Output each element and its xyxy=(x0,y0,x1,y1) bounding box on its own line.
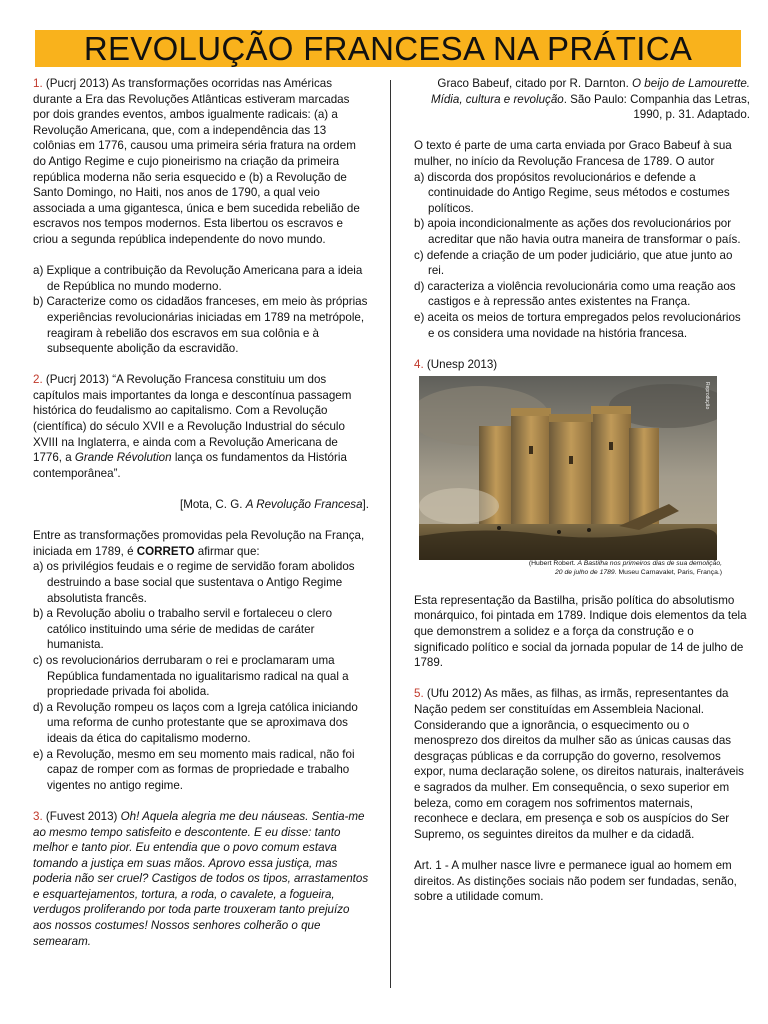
q2-stem-after: afirmar que: xyxy=(194,544,260,558)
q2-source-before: [Mota, C. G. xyxy=(179,498,246,512)
image-watermark: Reprodução xyxy=(704,382,710,410)
title-banner xyxy=(35,30,741,67)
q2-stem-before: Entre as transformações promovidas pela Revolução na França, iniciada em 1789, é xyxy=(33,529,365,558)
q1-text xyxy=(33,76,369,248)
q3-text xyxy=(33,809,369,949)
caption-line2-plain: . Museu Carnavalet, Paris, França.) xyxy=(614,568,722,576)
q2-body-after: lança os fundamentos da História contemporânea”. xyxy=(33,451,347,480)
q3-item-d: d) caracteriza a violência revolucionária como uma reação aos castigos e à repressão antes existentes na França. xyxy=(414,279,736,309)
q2-item-b: b) a Revolução aboliu o trabalho servil e fortaleceu o clero católico instituindo uma série de medidas de caráter humanista. xyxy=(33,607,333,652)
q3-item-c: c) defende a criação de um poder judiciário, que atue junto ao rei. xyxy=(414,248,733,278)
q2-stem-bold: CORRETO xyxy=(136,544,195,558)
q3-item-a: a) discorda dos propósitos revolucionários e defende a continuidade do Antigo Regime, seus métodos e costumes políticos. xyxy=(414,170,730,215)
q2-source-italic: A Revolução Francesa xyxy=(245,498,363,512)
left-column xyxy=(33,76,369,949)
caption-line1-italic: A Bastilha nos primeiros dias de sua demolição, xyxy=(577,560,722,568)
q2-item-c: c) os revolucionários derrubaram o rei e proclamaram uma República fundamentada no igualitarismo radical na qual a propriedade privada foi abolida. xyxy=(33,653,349,699)
q3-item-b: b) apoia incondicionalmente as ações dos revolucionários por acreditar que não havia outra maneira de transformar o país. xyxy=(414,217,741,246)
q2-number: 2. xyxy=(33,373,43,387)
right-column xyxy=(414,76,750,905)
q3-citation-after: . São Paulo: Companhia das Letras, 1990, p. 31. Adaptado. xyxy=(563,92,750,122)
q4-source-tag: (Unesp 2013) xyxy=(423,357,498,371)
q2-text xyxy=(33,372,369,481)
page-title: REVOLUÇÃO FRANCESA NA PRÁTICA xyxy=(83,29,693,67)
column-divider xyxy=(390,80,391,988)
q2-stem xyxy=(33,528,369,559)
q5-number: 5. xyxy=(414,687,424,701)
q3-number: 3. xyxy=(33,809,43,823)
q4-header xyxy=(414,357,750,373)
caption-line1-plain: (Hubert Robert. xyxy=(528,560,578,568)
q3-source-tag: (Fuvest 2013) xyxy=(42,809,121,823)
q1-number: 1. xyxy=(33,77,43,90)
q2-source-after: ]. xyxy=(362,498,369,512)
bastille-painting-svg xyxy=(419,376,717,560)
q1-item-a: a) Explique a contribuição da Revolução Americana para a ideia de República no mundo moderno. xyxy=(33,264,363,293)
q4-number: 4. xyxy=(414,357,424,371)
q3-stem: O texto é parte de uma carta enviada por Graco Babeuf à sua mulher, no início da Revolução Francesa de 1789. O autor xyxy=(414,139,732,168)
q2-body-italic: Grande Révolution xyxy=(74,451,172,465)
q1-body: (Pucrj 2013) As transformações ocorridas nas Américas durante a Era das Revoluções Atlânticas estiveram marcadas por dois grandes eventos, ambos igualmente radicais: (a) a Revolução Americana, que, com a independência das 13 colônias em 1776, causou uma primeira séria fratura na ordem do Antigo Regime e cujo pioneirismo na criação da primeira república moderna não seria esquecido e (b) a Revolução de Santo Domingo, no Haiti, nos anos de 1790, a qual veio associada a uma gigantesca, única e bem sucedida rebelião de escravos nos tempos modernos. Esta libertou os escravos e criou a segunda república independente do novo mundo. xyxy=(33,77,360,246)
q3-citation xyxy=(414,76,750,123)
q5-art1: Art. 1 - A mulher nasce livre e permanece igual ao homem em direitos. As distinções sociais não podem ser fundadas, senão, sobre a utilidade comum. xyxy=(414,858,737,904)
q3-citation-italic: O beijo de Lamourette. Mídia, cultura e revolução xyxy=(430,77,750,106)
caption-line2-italic: 20 de julho de 1789 xyxy=(555,568,615,576)
q4-stem: Esta representação da Bastilha, prisão política do absolutismo monárquico, foi pintada em 1789. Indique dois elementos da tela que demonstrem a solidez e a força da construção e o significado político e social da jornada popular de 14 de julho de 1789. xyxy=(414,593,747,670)
q2-source xyxy=(33,497,369,513)
q5-body: (Ufu 2012) As mães, as filhas, as irmãs, representantes da Nação pedem ser constituídas em Assembleia Nacional. Considerando que a ignorância, o esquecimento ou o menosprezo dos direitos da mulher são as únicas causas das desgraças públicas e da corrupção do governo, resolvemos expor, numa declaração solene, os direitos naturais, inalteráveis e sagrados da mulher. Em consequência, o sexo superior em beleza, como em coragem nos sofrimentos maternais, reconhece e declara, em presença e sob os auspícios do Ser Supremo, os seguintes direitos da mulher e da cidadã. xyxy=(414,687,744,841)
q3-item-e: e) aceita os meios de tortura empregados pelos revolucionários e os considera uma novidade na história francesa. xyxy=(414,310,741,340)
bastille-painting xyxy=(419,376,717,560)
q1-item-b: b) Caracterize como os cidadãos franceses, em meio às próprias experiências revolucionárias iniciadas em 1789 na metrópole, reagiram à rebelião dos escravos em sua colônia e à subsequente abolição da escravidão. xyxy=(33,295,368,356)
q3-quote: Oh! Aquela alegria me deu náuseas. Sentia-me ao mesmo tempo satisfeito e descontente. E eu disse: tanto melhor e tanto pior. Eu entendia que o povo comum estava tomando a justiça em suas mãos. Aprovo essa justiça, mas poderia não ser cruel? Castigos de todos os tipos, arrastamentos e esquartejamentos, tortura, a roda, o cavalete, a fogueira, verdugos proliferando por toda parte trouxeram tanto prejuízo aos nossos costumes! Nossos senhores colherão o que semearam. xyxy=(33,809,369,948)
q2-item-d: d) a Revolução rompeu os laços com a Igreja católica iniciando uma reforma de cunho protestante que se aproximava dos ideais da ética do capitalismo moderno. xyxy=(33,700,358,745)
q2-item-a: a) os privilégios feudais e o regime de servidão foram abolidos destruindo a base social que sustentava o Antigo Regime absolutista francês. xyxy=(33,560,355,605)
painting-caption-line1 xyxy=(414,560,722,569)
q3-citation-before: Graco Babeuf, citado por R. Darnton. xyxy=(437,77,633,90)
q2-body-before: (Pucrj 2013) “A Revolução Francesa constituiu um dos capítulos mais importantes da longa e descontínua passagem histórica do feudalismo ao capitalismo. Com a Revolução (científica) do século XVII e a Revolução Industrial do século XVIII na Inglaterra, e ainda com a Revolução Americana de 1776, a xyxy=(33,373,352,465)
q5-text xyxy=(414,686,750,842)
q2-item-e: e) a Revolução, mesmo em seu momento mais radical, não foi capaz de romper com as formas de propriedade e trabalho vigentes no antigo regime. xyxy=(33,747,355,792)
painting-caption-line2 xyxy=(414,569,722,578)
